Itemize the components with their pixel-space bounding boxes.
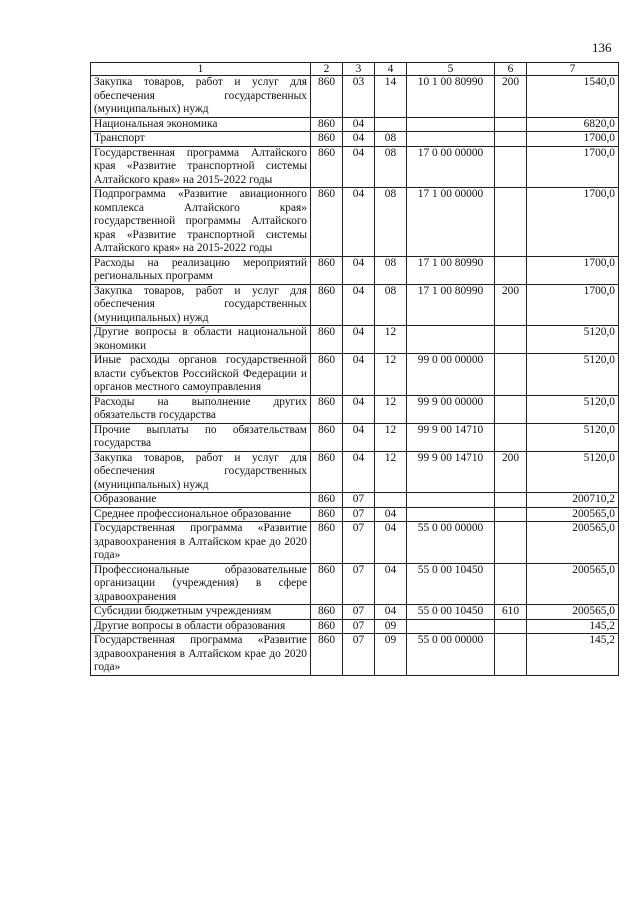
target-article-cell: 99 9 00 00000 <box>407 395 495 423</box>
target-article-cell <box>407 507 495 522</box>
amount-cell: 6820,0 <box>527 117 619 132</box>
subsection-code-cell: 04 <box>375 605 407 620</box>
section-code-cell: 07 <box>343 634 375 676</box>
target-article-cell <box>407 619 495 634</box>
ministry-code-cell: 860 <box>311 493 343 508</box>
table-row <box>91 522 619 564</box>
section-code-cell: 04 <box>343 117 375 132</box>
ministry-code-cell: 860 <box>311 605 343 620</box>
table-row <box>91 493 619 508</box>
subsection-code-cell: 08 <box>375 188 407 257</box>
section-code-cell: 07 <box>343 605 375 620</box>
ministry-code-cell: 860 <box>311 132 343 147</box>
table-row <box>91 117 619 132</box>
section-code-cell: 04 <box>343 423 375 451</box>
amount-cell: 200565,0 <box>527 563 619 605</box>
table-row <box>91 563 619 605</box>
target-article-cell: 17 0 00 00000 <box>407 146 495 188</box>
target-article-cell: 99 0 00 00000 <box>407 354 495 396</box>
ministry-code-cell: 860 <box>311 619 343 634</box>
expense-type-cell <box>495 146 527 188</box>
amount-cell: 200565,0 <box>527 507 619 522</box>
amount-cell: 5120,0 <box>527 326 619 354</box>
expense-type-cell: 200 <box>495 284 527 326</box>
row-name-cell: Государственная программа «Развитие здравоохранения в Алтайском крае до 2020 года» <box>91 522 311 564</box>
row-name-cell: Другие вопросы в области национальной экономики <box>91 326 311 354</box>
section-code-cell: 07 <box>343 507 375 522</box>
subsection-code-cell: 04 <box>375 507 407 522</box>
target-article-cell <box>407 117 495 132</box>
ministry-code-cell: 860 <box>311 395 343 423</box>
expense-type-cell <box>495 117 527 132</box>
amount-cell: 145,2 <box>527 619 619 634</box>
column-header-6: 6 <box>495 63 527 76</box>
table-header-row <box>91 63 619 76</box>
ministry-code-cell: 860 <box>311 117 343 132</box>
target-article-cell: 55 0 00 00000 <box>407 522 495 564</box>
amount-cell: 200710,2 <box>527 493 619 508</box>
row-name-cell: Среднее профессиональное образование <box>91 507 311 522</box>
expense-type-cell <box>495 188 527 257</box>
section-code-cell: 04 <box>343 395 375 423</box>
row-name-cell: Прочие выплаты по обязательствам государства <box>91 423 311 451</box>
expense-type-cell: 200 <box>495 76 527 118</box>
expense-type-cell: 200 <box>495 451 527 493</box>
ministry-code-cell: 860 <box>311 423 343 451</box>
expense-type-cell: 610 <box>495 605 527 620</box>
target-article-cell: 17 1 00 00000 <box>407 188 495 257</box>
section-code-cell: 04 <box>343 451 375 493</box>
amount-cell: 1540,0 <box>527 76 619 118</box>
amount-cell: 200565,0 <box>527 522 619 564</box>
row-name-cell: Другие вопросы в области образования <box>91 619 311 634</box>
row-name-cell: Национальная экономика <box>91 117 311 132</box>
column-header-3: 3 <box>343 63 375 76</box>
section-code-cell: 04 <box>343 188 375 257</box>
row-name-cell: Государственная программа Алтайского края «Развитие транспортной системы Алтайского края» на 2015-2022 годы <box>91 146 311 188</box>
table-row <box>91 507 619 522</box>
expense-type-cell <box>495 256 527 284</box>
row-name-cell: Расходы на выполнение других обязательств государства <box>91 395 311 423</box>
expense-type-cell <box>495 326 527 354</box>
row-name-cell: Транспорт <box>91 132 311 147</box>
ministry-code-cell: 860 <box>311 354 343 396</box>
column-header-4: 4 <box>375 63 407 76</box>
table-row <box>91 284 619 326</box>
expense-type-cell <box>495 395 527 423</box>
target-article-cell: 17 1 00 80990 <box>407 256 495 284</box>
expense-type-cell <box>495 619 527 634</box>
ministry-code-cell: 860 <box>311 634 343 676</box>
subsection-code-cell: 12 <box>375 451 407 493</box>
amount-cell: 5120,0 <box>527 451 619 493</box>
subsection-code-cell: 12 <box>375 326 407 354</box>
row-name-cell: Субсидии бюджетным учреждениям <box>91 605 311 620</box>
subsection-code-cell: 08 <box>375 284 407 326</box>
ministry-code-cell: 860 <box>311 188 343 257</box>
ministry-code-cell: 860 <box>311 563 343 605</box>
section-code-cell: 04 <box>343 256 375 284</box>
row-name-cell: Подпрограмма «Развитие авиационного комплекса Алтайского края» государственной программы Алтайского края «Развитие транспортной системы Алтайского края» на 2015-2022 годы <box>91 188 311 257</box>
expense-type-cell <box>495 423 527 451</box>
table-row <box>91 634 619 676</box>
row-name-cell: Иные расходы органов государственной власти субъектов Российской Федерации и органов местного самоуправления <box>91 354 311 396</box>
page-number: 136 <box>592 40 612 55</box>
table-row <box>91 619 619 634</box>
expense-type-cell <box>495 563 527 605</box>
expense-type-cell <box>495 634 527 676</box>
section-code-cell: 07 <box>343 493 375 508</box>
row-name-cell: Закупка товаров, работ и услуг для обеспечения государственных (муниципальных) нужд <box>91 451 311 493</box>
subsection-code-cell: 08 <box>375 132 407 147</box>
section-code-cell: 04 <box>343 132 375 147</box>
ministry-code-cell: 860 <box>311 76 343 118</box>
table-row <box>91 146 619 188</box>
row-name-cell: Государственная программа «Развитие здравоохранения в Алтайском крае до 2020 года» <box>91 634 311 676</box>
table-row <box>91 76 619 118</box>
target-article-cell: 55 0 00 00000 <box>407 634 495 676</box>
table-row <box>91 188 619 257</box>
ministry-code-cell: 860 <box>311 522 343 564</box>
amount-cell: 1700,0 <box>527 146 619 188</box>
amount-cell: 200565,0 <box>527 605 619 620</box>
expense-type-cell <box>495 132 527 147</box>
section-code-cell: 07 <box>343 563 375 605</box>
ministry-code-cell: 860 <box>311 284 343 326</box>
section-code-cell: 03 <box>343 76 375 118</box>
subsection-code-cell: 12 <box>375 354 407 396</box>
subsection-code-cell: 09 <box>375 619 407 634</box>
subsection-code-cell <box>375 493 407 508</box>
section-code-cell: 04 <box>343 354 375 396</box>
target-article-cell <box>407 326 495 354</box>
subsection-code-cell <box>375 117 407 132</box>
subsection-code-cell: 12 <box>375 423 407 451</box>
section-code-cell: 04 <box>343 326 375 354</box>
table-row <box>91 395 619 423</box>
subsection-code-cell: 04 <box>375 522 407 564</box>
table-row <box>91 605 619 620</box>
target-article-cell: 99 9 00 14710 <box>407 451 495 493</box>
table-row <box>91 256 619 284</box>
amount-cell: 5120,0 <box>527 395 619 423</box>
ministry-code-cell: 860 <box>311 256 343 284</box>
ministry-code-cell: 860 <box>311 507 343 522</box>
target-article-cell <box>407 132 495 147</box>
ministry-code-cell: 860 <box>311 326 343 354</box>
table-row <box>91 326 619 354</box>
expense-type-cell <box>495 493 527 508</box>
amount-cell: 1700,0 <box>527 256 619 284</box>
subsection-code-cell: 12 <box>375 395 407 423</box>
column-header-5: 5 <box>407 63 495 76</box>
table-row <box>91 423 619 451</box>
subsection-code-cell: 09 <box>375 634 407 676</box>
row-name-cell: Закупка товаров, работ и услуг для обеспечения государственных (муниципальных) нужд <box>91 284 311 326</box>
row-name-cell: Профессиональные образовательные организации (учреждения) в сфере здравоохранения <box>91 563 311 605</box>
section-code-cell: 07 <box>343 619 375 634</box>
subsection-code-cell: 14 <box>375 76 407 118</box>
row-name-cell: Образование <box>91 493 311 508</box>
column-header-7: 7 <box>527 63 619 76</box>
table-row <box>91 451 619 493</box>
ministry-code-cell: 860 <box>311 146 343 188</box>
amount-cell: 1700,0 <box>527 132 619 147</box>
section-code-cell: 07 <box>343 522 375 564</box>
expense-type-cell <box>495 522 527 564</box>
table-row <box>91 132 619 147</box>
budget-table <box>90 62 619 676</box>
amount-cell: 1700,0 <box>527 188 619 257</box>
section-code-cell: 04 <box>343 146 375 188</box>
column-header-2: 2 <box>311 63 343 76</box>
subsection-code-cell: 08 <box>375 256 407 284</box>
amount-cell: 5120,0 <box>527 423 619 451</box>
table-row <box>91 354 619 396</box>
target-article-cell: 10 1 00 80990 <box>407 76 495 118</box>
target-article-cell <box>407 493 495 508</box>
ministry-code-cell: 860 <box>311 451 343 493</box>
amount-cell: 1700,0 <box>527 284 619 326</box>
column-header-1: 1 <box>91 63 311 76</box>
amount-cell: 145,2 <box>527 634 619 676</box>
expense-type-cell <box>495 354 527 396</box>
target-article-cell: 55 0 00 10450 <box>407 605 495 620</box>
expense-type-cell <box>495 507 527 522</box>
row-name-cell: Расходы на реализацию мероприятий региональных программ <box>91 256 311 284</box>
target-article-cell: 55 0 00 10450 <box>407 563 495 605</box>
row-name-cell: Закупка товаров, работ и услуг для обеспечения государственных (муниципальных) нужд <box>91 76 311 118</box>
amount-cell: 5120,0 <box>527 354 619 396</box>
section-code-cell: 04 <box>343 284 375 326</box>
target-article-cell: 99 9 00 14710 <box>407 423 495 451</box>
subsection-code-cell: 08 <box>375 146 407 188</box>
target-article-cell: 17 1 00 80990 <box>407 284 495 326</box>
subsection-code-cell: 04 <box>375 563 407 605</box>
